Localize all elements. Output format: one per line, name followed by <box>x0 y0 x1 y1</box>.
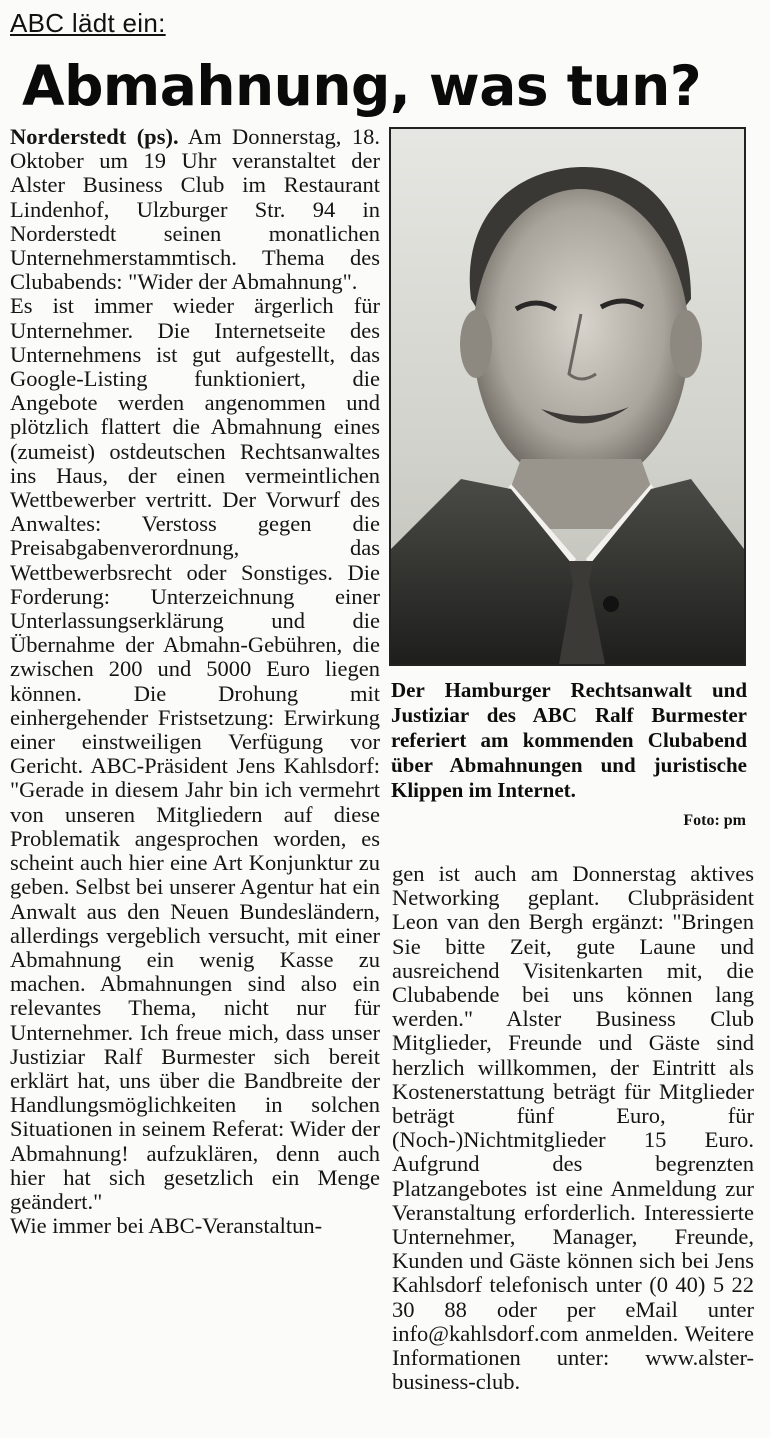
article-paragraph-2: Es ist immer wieder ärgerlich für Unternehmer. Die Internetseite des Unternehmens ist gut aufgestellt, das Google-Listing funktioniert, die Angebote werden angenommen und plötzlich flattert die Abmahnung eines (zumeist) ostdeutschen Rechtsanwaltes ins Haus, der einen vermeintlichen Wettbewerber vertritt. Der Vorwurf des Anwaltes: Verstoss gegen die Preisabgabenverordnung, das Wettbewerbsrecht oder Sonstiges. Die Forderung: Unterzeichnung einer Unterlassungserklärung und die Übernahme der Abmahn-Gebühren, die zwischen 200 und 5000 Euro liegen können. Die Drohung mit einhergehender Fristsetzung: Erwirkung einer einstweiligen Verfügung vor Gericht. ABC-Präsident Jens Kahlsdorf: "Gerade in diesem Jahr bin ich vermehrt von unseren Mitgliedern auf diese Problematik angesprochen worden, es scheint auch hier eine Art Konjunktur zu geben. Selbst bei unserer Agentur hat ein Anwalt aus den Neuen Bundesländern, allerdings vergeblich versucht, mit einer Abmahnung ein wenig Kasse zu machen. Abmahnungen sind also ein relevantes Thema, nicht nur für Unternehmer. Ich freue mich, dass unser Justiziar Ralf Burmester sich bereit erklärt hat, uns über die Bandbreite der Handlungsmöglichkeiten in solchen Situationen in seinem Referat: Wider der Abmahnung! aufzuklären, denn auch hier hat sich gesetzlich ein Menge geändert." <box>10 293 380 1214</box>
photo-caption: Der Hamburger Rechtsanwalt und Justiziar des ABC Ralf Burmester referiert am kommenden Clubabend über Abmahnungen und juristische Klippen im Internet. <box>391 678 747 802</box>
portrait-illustration <box>391 129 744 664</box>
article-paragraph-1-text: Am Donnerstag, 18. Oktober um 19 Uhr veranstaltet der Alster Business Club im Restaurant Lindenhof, Ulzburger Str. 94 in Norderstedt seinen monatlichen Unternehmerstammtisch. Thema des Clubabends: "Wider der Abmahnung". <box>10 124 380 295</box>
article-column-left <box>10 125 380 1238</box>
portrait-photo <box>389 127 746 666</box>
article-kicker: ABC lädt ein: <box>10 8 166 38</box>
article-dateline: Norderstedt (ps). <box>10 124 179 149</box>
article-headline: Abmahnung, was tun? <box>22 54 702 118</box>
article-paragraph-4: gen ist auch am Donnerstag aktives Networking geplant. Clubpräsident Leon van den Bergh ergänzt: "Bringen Sie bitte Zeit, gute Laune und ausreichend Visitenkarten mit, die Clubabende bei uns können lang werden." Alster Business Club Mitglieder, Freunde und Gäste sind herzlich willkommen, der Eintritt als Kostenerstattung beträgt für Mitglieder beträgt fünf Euro, für (Noch-)Nichtmitglieder 15 Euro. Aufgrund des begrenzten Platzangebotes ist eine Anmeldung zur Veranstaltung erforderlich. Interessierte Unternehmer, Manager, Freunde, Kunden und Gäste können sich bei Jens Kahlsdorf telefonisch unter (0 40) 5 22 30 88 oder per eMail unter info@kahlsdorf.com anmelden. Weitere Informationen unter: www.alster-business-club. <box>392 861 754 1395</box>
article-paragraph-1 <box>10 125 380 294</box>
article-column-right <box>392 862 754 1394</box>
article-paragraph-3: Wie immer bei ABC-Veranstaltun- <box>10 1213 323 1239</box>
photo-credit: Foto: pm <box>683 812 746 829</box>
